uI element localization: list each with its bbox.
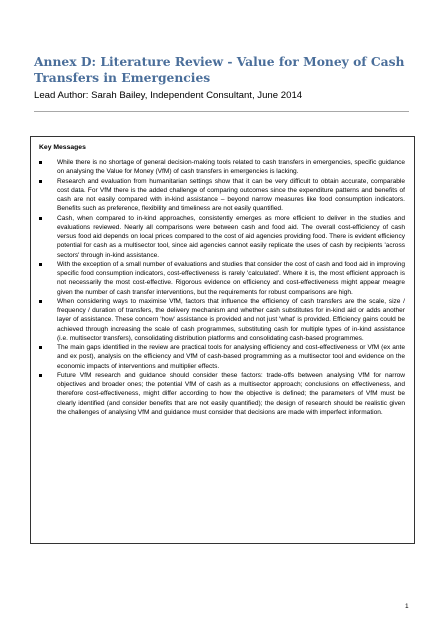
bullet-icon [39,180,42,183]
list-item-text: Research and evaluation from humanitarian settings show that it can be very difficult to obtain accurate, comparable cost data. For VfM there is the added challenge of comparing outcomes since the expenditure patterns and benefits of cash are not easily compared with in-kind assistance – beyond narrow measures like food consumption indicators. Benefits such as preference, flexibility and timeliness are not easily quantified. [57,177,405,213]
list-item [31,343,414,371]
list-item-text: When considering ways to maximise VfM, factors that influence the efficiency of cash transfers are the scale, size / frequency / duration of transfers, the delivery mechanism and whether cash substitutes for in-kind aid or adds another layer of assistance. These concern 'how' assistance is provided and not just 'what' is provided. Efficiency gains could be achieved through increasing the scale of cash programmes, substituting cash for multiple types of in-kind assistance (i.e. multisector transfers), consolidating distribution platforms and consolidating cash-based programmes. [57,297,405,342]
bullet-icon [39,374,42,377]
bullet-icon [39,300,42,303]
list-item-text: Cash, when compared to in-kind approaches, consistently emerges as more efficient to deliver in the studies and evaluations reviewed. Nearly all comparisons were between cash and food aid. The overall cost-efficiency of cash versus food aid depends on local prices compared to the cost of aid agencies providing food. There is evident efficiency potential for cash as a multisector tool, since aid agencies cannot easily replicate the uses of cash by recipients 'across sectors' through in-kind assistance. [57,214,405,259]
list-item-text: The main gaps identified in the review are practical tools for analysing efficiency and cost-effectiveness or VfM (ex ante and ex post), analysis on the efficiency and VfM of cash-based programming as a multisector tool and evidence on the economic impacts of interventions and multiplier effects. [57,344,405,370]
header-divider [34,111,409,112]
list-item-text: While there is no shortage of general decision-making tools related to cash transfers in emergencies, specific guidance on analysing the Value for Money (VfM) of cash transfers in emergencies is lacking. [57,159,405,176]
key-messages-box [30,136,415,544]
bullet-icon [39,161,42,164]
list-item [31,158,414,177]
list-item [31,214,414,260]
key-messages-list [31,158,414,417]
list-item-text: Future VfM research and guidance should consider these factors: trade-offs between analysing VfM for narrow objectives and broader ones; the potential VfM of cash as a multisector approach; conclusions on effectiveness, and therefore cost-effectiveness, might differ according to how the objective is defined; the parameters of VfM must be clearly identified (and consider benefits that are not easily quantified); the design of research should be realistic given the challenges of analysing VfM and guidance must consider that decisions are made with imperfect information. [57,371,405,416]
bullet-icon [39,346,42,349]
author-line: Lead Author: Sarah Bailey, Independent Consultant, June 2014 [34,90,303,101]
bullet-icon [39,263,42,266]
list-item [31,177,414,214]
bullet-icon [39,217,42,220]
page-title: Annex D: Literature Review - Value for Money of Cash Transfers in Emergencies [34,54,405,85]
list-item [31,260,414,297]
list-item-text: With the exception of a small number of evaluations and studies that consider the cost of cash and food aid in improving specific food consumption indicators, cost-effectiveness is rarely 'calculated'. Where it is, the most efficient approach is not necessarily the most cost-effective. Rigorous evidence on efficiency and cost-effectiveness might appear meagre given the number of cash transfer interventions, but the requirements for robust comparisons are high. [57,260,405,296]
list-item [31,297,414,343]
key-messages-heading: Key Messages [39,144,86,151]
list-item [31,371,414,417]
page-number: 1 [405,603,409,610]
